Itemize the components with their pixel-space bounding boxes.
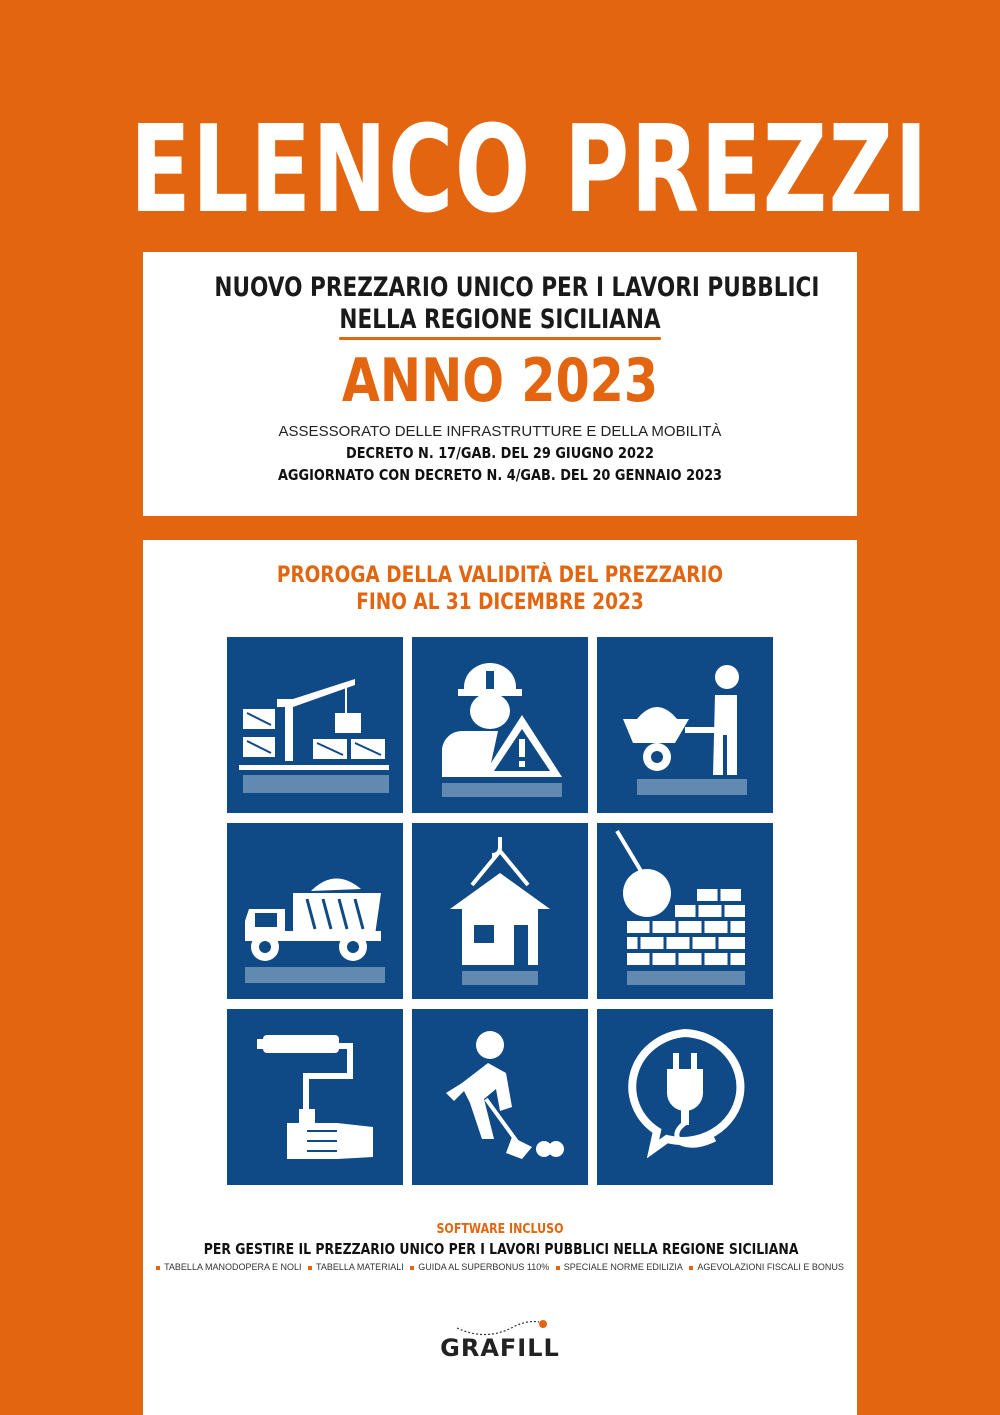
department-text: ASSESSORATO DELLE INFRASTRUTTURE E DELLA MOBILITÀ — [278, 423, 722, 440]
crane-icon — [227, 637, 403, 813]
plug-icon — [597, 1009, 773, 1185]
feature-item: AGEVOLAZIONI FISCALI E BONUS — [689, 1262, 844, 1272]
tile-dump-truck — [227, 823, 403, 999]
extension-line-1: PROROGA DELLA VALIDITÀ DEL PREZZARIO — [276, 563, 724, 588]
tile-worker-warning — [412, 637, 588, 813]
dump-truck-icon — [227, 823, 403, 999]
subtitle-line-2 — [214, 304, 785, 336]
tile-wrecking-ball — [597, 823, 773, 999]
bullet-icon — [410, 1266, 414, 1270]
paint-roller-icon — [227, 1009, 403, 1185]
wrecking-ball-icon — [597, 823, 773, 999]
feature-list — [143, 1262, 857, 1272]
update-text: AGGIORNATO CON DECRETO N. 4/GAB. DEL 20 GENNAIO 2023 — [277, 466, 723, 484]
bullet-icon — [156, 1266, 160, 1270]
tile-wheelbarrow — [597, 637, 773, 813]
software-label: SOFTWARE INCLUSO — [436, 1222, 564, 1237]
tile-house-hoist — [412, 823, 588, 999]
extension-line-2: FINO AL 31 DICEMBRE 2023 — [356, 590, 644, 615]
tile-plug — [597, 1009, 773, 1185]
bullet-icon — [556, 1266, 560, 1270]
digging-worker-icon — [412, 1009, 588, 1185]
tile-paint-roller — [227, 1009, 403, 1185]
publisher-logo — [423, 1318, 577, 1368]
year-heading: ANNO 2023 — [341, 346, 659, 416]
worker-warning-icon — [412, 637, 588, 813]
wheelbarrow-icon — [597, 637, 773, 813]
publisher-name: GRAFILL — [440, 1334, 560, 1362]
tile-digging-worker — [412, 1009, 588, 1185]
bullet-icon — [308, 1266, 312, 1270]
extension-notice — [200, 562, 800, 616]
subtitle-line-1: NUOVO PREZZARIO UNICO PER I LAVORI PUBBLICI — [214, 272, 820, 303]
bullet-icon — [689, 1266, 693, 1270]
tile-crane — [227, 637, 403, 813]
title-panel — [143, 252, 857, 516]
feature-item: GUIDA AL SUPERBONUS 110% — [410, 1262, 549, 1272]
content-panel — [143, 540, 857, 1415]
house-hoist-icon — [412, 823, 588, 999]
software-description: PER GESTIRE IL PREZZARIO UNICO PER I LAVORI PUBBLICI NELLA REGIONE SICILIANA — [203, 1240, 799, 1258]
decree-text: DECRETO N. 17/GAB. DEL 29 GIUGNO 2022 — [346, 444, 654, 462]
subtitle-line-2-text: NELLA REGIONE SICILIANA — [339, 304, 660, 340]
feature-item: SPECIALE NORME EDILIZIA — [556, 1262, 683, 1272]
feature-item: TABELLA MANODOPERA E NOLI — [156, 1262, 301, 1272]
main-title: ELENCO PREZZI — [130, 101, 929, 240]
feature-item: TABELLA MATERIALI — [308, 1262, 404, 1272]
